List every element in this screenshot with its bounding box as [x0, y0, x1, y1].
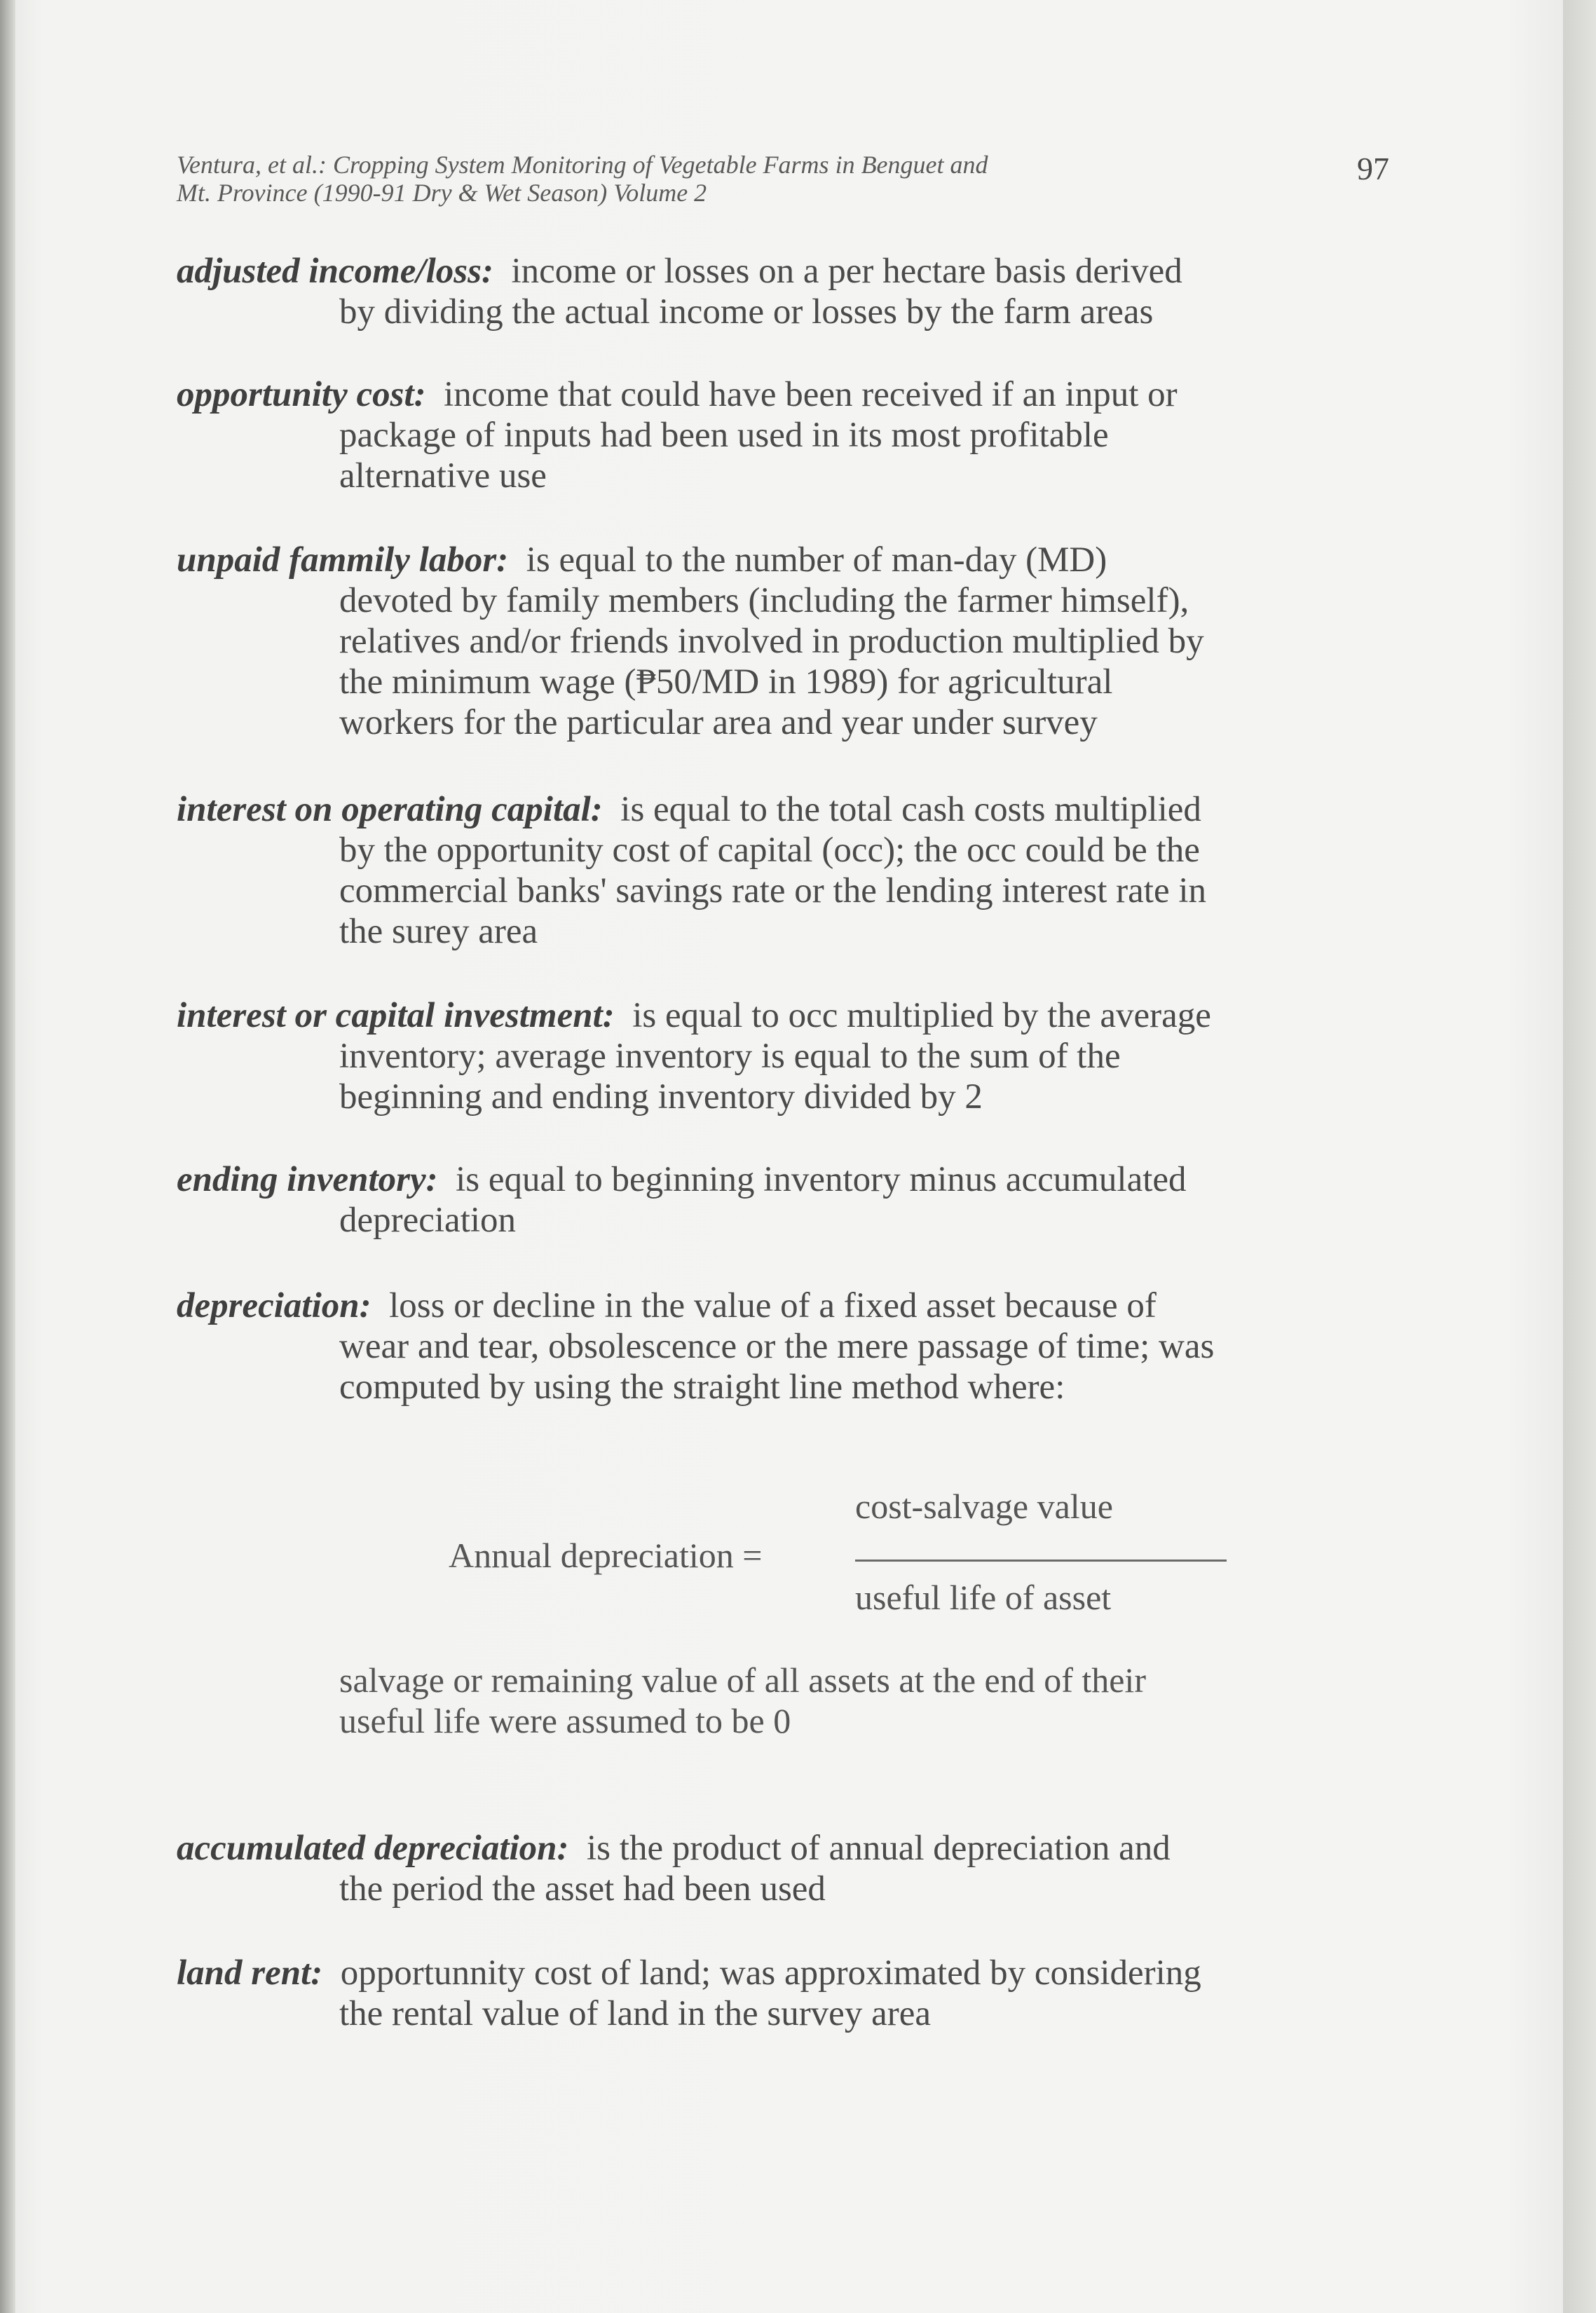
- definition-text: computed by using the straight line method where:: [339, 1367, 1065, 1407]
- definition-text: is the product of annual depreciation and: [587, 1829, 1171, 1868]
- definition-text: workers for the particular area and year under survey: [339, 703, 1098, 742]
- definition-text: the minimum wage (₱50/MD in 1989) for agricultural: [339, 662, 1113, 702]
- running-header: [177, 151, 1438, 207]
- formula-label: Annual depreciation =: [449, 1536, 763, 1575]
- glossary-entry-adjusted-income: [177, 251, 1403, 332]
- formula-denominator: useful life of asset: [855, 1578, 1112, 1617]
- definition-text: the surey area: [339, 912, 538, 951]
- definition-text: relatives and/or friends involved in production multiplied by: [339, 622, 1204, 661]
- glossary-term: land rent:: [177, 1953, 323, 1993]
- page-number: 97: [1357, 151, 1389, 186]
- definition-text: wear and tear, obsolescence or the mere passage of time; was: [339, 1327, 1215, 1366]
- definition-text: is equal to occ multiplied by the average: [632, 996, 1211, 1035]
- glossary-entry-opportunity-cost: [177, 374, 1403, 496]
- definition-text: alternative use: [339, 456, 547, 496]
- formula-numerator: cost-salvage value: [855, 1487, 1113, 1526]
- note-line: salvage or remaining value of all assets at the end of their: [339, 1660, 1146, 1700]
- glossary-term: ending inventory:: [177, 1160, 438, 1199]
- definition-text: is equal to beginning inventory minus accumulated: [456, 1160, 1187, 1199]
- depreciation-formula: [449, 1486, 1220, 1640]
- definition-text: income that could have been received if an input or: [444, 375, 1178, 414]
- page-right-edge: [1563, 0, 1596, 2313]
- glossary-term: interest or capital investment:: [177, 996, 615, 1035]
- glossary-entry-unpaid-family-labor: [177, 540, 1403, 743]
- fraction-bar: [855, 1560, 1227, 1562]
- glossary-entry-interest-operating-capital: [177, 789, 1403, 952]
- glossary-entry-accumulated-depreciation: [177, 1828, 1403, 1909]
- salvage-note: [339, 1660, 1405, 1741]
- definition-text: is equal to the number of man-day (MD): [526, 540, 1107, 580]
- glossary-entry-depreciation: [177, 1285, 1403, 1407]
- glossary-term: interest on operating capital:: [177, 790, 603, 829]
- definition-text: by dividing the actual income or losses by the farm areas: [339, 292, 1154, 332]
- definition-text: by the opportunity cost of capital (occ); the occ could be the: [339, 831, 1200, 870]
- definition-text: inventory; average inventory is equal to the sum of the: [339, 1037, 1121, 1076]
- definition-text: loss or decline in the value of a fixed asset because of: [389, 1286, 1157, 1325]
- page-left-edge: [0, 0, 15, 2313]
- glossary-entry-ending-inventory: [177, 1159, 1403, 1241]
- definition-text: the period the asset had been used: [339, 1869, 826, 1909]
- glossary-term: opportunity cost:: [177, 375, 426, 414]
- definition-text: opportunnity cost of land; was approximated by considering: [340, 1953, 1201, 1993]
- glossary-term: depreciation:: [177, 1286, 371, 1325]
- definition-text: income or losses on a per hectare basis derived: [511, 252, 1182, 291]
- header-line-2: Mt. Province (1990-91 Dry & Wet Season) Volume 2: [177, 179, 707, 207]
- glossary-entry-land-rent: [177, 1953, 1403, 2034]
- definition-text: package of inputs had been used in its most profitable: [339, 416, 1109, 455]
- definition-text: depreciation: [339, 1201, 517, 1240]
- definition-text: devoted by family members (including the farmer himself),: [339, 581, 1189, 620]
- definition-text: commercial banks' savings rate or the lending interest rate in: [339, 871, 1207, 910]
- header-line-1: Ventura, et al.: Cropping System Monitoring of Vegetable Farms in Benguet and: [177, 151, 988, 179]
- definition-text: beginning and ending inventory divided by 2: [339, 1077, 983, 1117]
- note-line: useful life were assumed to be 0: [339, 1701, 791, 1740]
- glossary-entry-interest-capital-investment: [177, 995, 1403, 1117]
- glossary-term: accumulated depreciation:: [177, 1829, 569, 1868]
- definition-text: the rental value of land in the survey area: [339, 1994, 931, 2033]
- glossary-term: adjusted income/loss:: [177, 252, 493, 291]
- definition-text: is equal to the total cash costs multiplied: [620, 790, 1201, 829]
- glossary-term: unpaid fammily labor:: [177, 540, 509, 580]
